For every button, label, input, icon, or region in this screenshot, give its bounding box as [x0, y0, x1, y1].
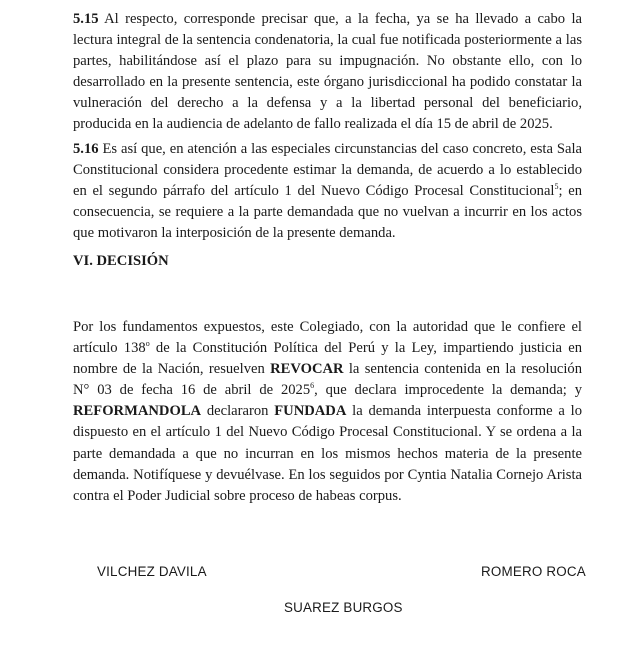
paragraph-5-15 — [73, 9, 582, 136]
paragraph-text: Es así que, en atención a las especiales circunstancias del caso concreto, esta Sala Constitucional considera procedente estimar la demanda, de acuerdo a lo establecido en el segundo párrafo del artículo 1 del Nuevo Código Procesal Constitucional — [73, 141, 582, 200]
decision-paragraph — [73, 317, 582, 507]
decision-text: declararon — [201, 403, 275, 420]
paragraph-text-continued: ; en consecuencia, se requiere a la parte demandada que no vuelvan a incurrir en los actos que motivaron la interposición de la presente demanda. — [73, 183, 582, 242]
revocar-keyword: REVOCAR — [270, 361, 344, 378]
decision-text: , que declara improcedente la demanda; y — [314, 382, 582, 399]
decision-text: de la Constitución Política del Perú y la Ley, impartiendo justicia en nombre de la Nación, resuelven — [73, 340, 582, 378]
ordinal-indicator: o — [145, 339, 150, 349]
signature-romero-roca: ROMERO ROCA — [481, 564, 586, 579]
decision-text: la sentencia contenida en la resolución N° 03 de fecha 16 de abril de 2025 — [73, 361, 582, 399]
reformandola-keyword: REFORMANDOLA — [73, 403, 202, 420]
paragraph-number: 5.15 — [73, 11, 99, 27]
signature-suarez-burgos: SUAREZ BURGOS — [284, 600, 403, 615]
paragraph-5-16 — [73, 139, 582, 244]
footnote-reference: 6 — [310, 381, 315, 391]
signature-vilchez-davila: VILCHEZ DAVILA — [97, 564, 207, 579]
fundada-keyword: FUNDADA — [274, 403, 347, 420]
decision-text: la demanda interpuesta conforme a lo dispuesto en el artículo 1 del Nuevo Código Procesal Constitucional. Y se ordena a la parte demandada a que no incurran en los mismos hechos materia de la presente demanda. Notifíquese y devuélvase. En los seguidos por Cyntia Natalia Cornejo Arista contra el Poder Judicial sobre proceso de habeas corpus. — [73, 403, 582, 504]
footnote-reference: 5 — [554, 182, 559, 192]
decision-heading: VI. DECISIÓN — [73, 253, 169, 269]
paragraph-number: 5.16 — [73, 141, 99, 157]
paragraph-text: Al respecto, corresponde precisar que, a la fecha, ya se ha llevado a cabo la lectura integral de la sentencia condenatoria, la cual fue notificada posteriormente a las partes, habilitándose así el plazo para su impugnación. No obstante ello, con lo desarrollado en la presente sentencia, este órgano jurisdiccional ha podido constatar la vulneración del derecho a la defensa y a la libertad personal del beneficiario, producida en la audiencia de adelanto de fallo realizada el día 15 de abril de 2025. — [73, 11, 582, 133]
decision-text: Por los fundamentos expuestos, este Colegiado, con la autoridad que le confiere el artículo 138 — [73, 319, 582, 357]
